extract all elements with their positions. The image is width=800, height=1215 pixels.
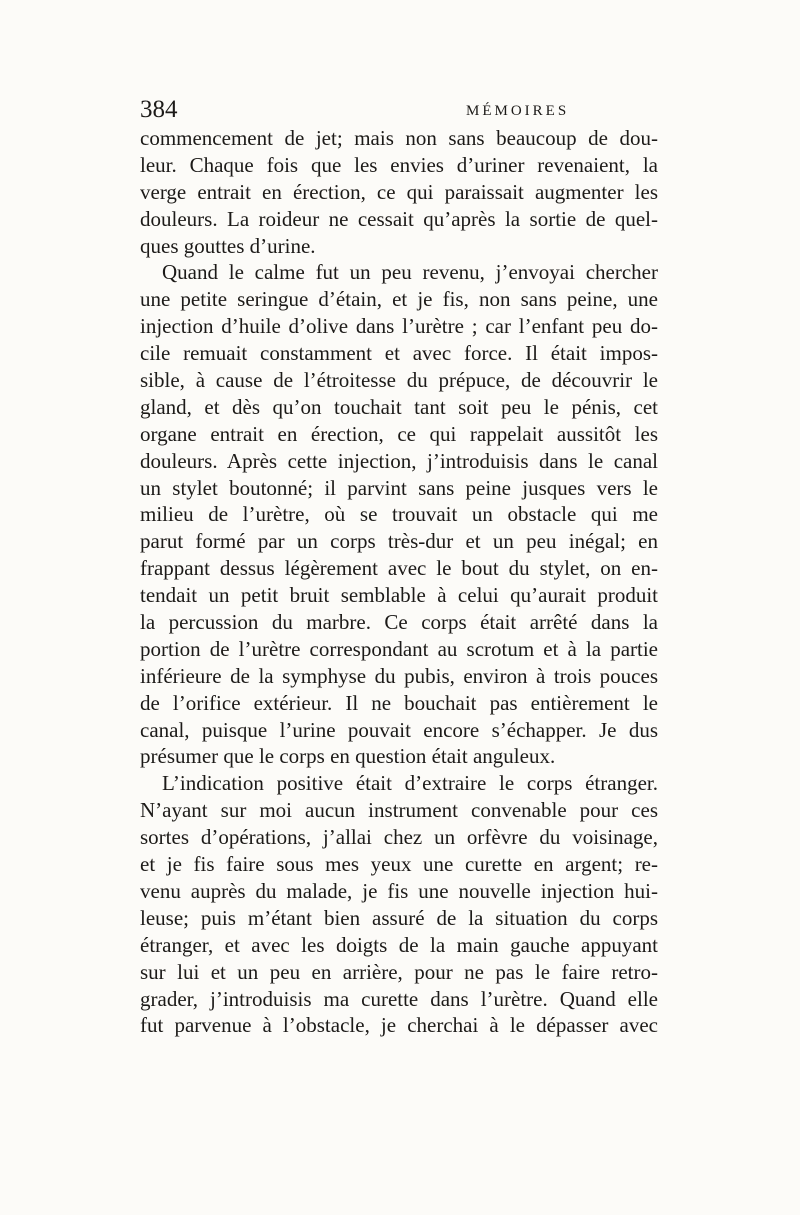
text-line: grader, j’introduisis ma curette dans l’urètre. Quand elle [140,986,658,1011]
text-line: sur lui et un peu en arrière, pour ne pas le faire retro- [140,959,658,984]
text-line: sible, à cause de l’étroitesse du prépuce, de découvrir le [140,368,658,393]
text-line: présumer que le corps en question était anguleux. [140,744,556,769]
text-line: canal, puisque l’urine pouvait encore s’échapper. Je dus [140,717,658,742]
text-line: venu auprès du malade, je fis une nouvelle injection hui- [140,878,658,903]
text-line: gland, et dès qu’on touchait tant soit peu le pénis, cet [140,394,658,419]
text-line: frappant dessus légèrement avec le bout du stylet, on en- [140,556,658,581]
text-line: ques gouttes d’urine. [140,233,316,258]
text-line: leuse; puis m’étant bien assuré de la situation du corps [140,905,658,930]
text-line: inférieure de la symphyse du pubis, environ à trois pouces [140,663,658,688]
text-line: douleurs. Après cette injection, j’introduisis dans le canal [140,448,658,473]
body-text [140,125,658,1039]
text-line: leur. Chaque fois que les envies d’uriner revenaient, la [140,152,658,177]
text-line: parut formé par un corps très-dur et un peu inégal; en [140,529,658,554]
paragraph-start-line: L’indication positive était d’extraire le corps étranger. [162,771,658,796]
text-line: commencement de jet; mais non sans beaucoup de dou- [140,126,658,150]
text-line: sortes d’opérations, j’allai chez un orfèvre du voisinage, [140,825,658,850]
text-line: N’ayant sur moi aucun instrument convenable pour ces [140,798,658,823]
text-line: cile remuait constamment et avec force. Il était impos- [140,341,658,366]
text-line: organe entrait en érection, ce qui rappelait aussitôt les [140,421,658,446]
text-line: portion de l’urètre correspondant au scrotum et à la partie [140,636,658,661]
text-line: un stylet boutonné; il parvint sans peine jusques vers le [140,475,658,500]
text-line: une petite seringue d’étain, et je fis, non sans peine, une [140,287,658,312]
text-line: et je fis faire sous mes yeux une curette en argent; re- [140,852,658,877]
text-line: verge entrait en érection, ce qui paraissait augmenter les [140,179,658,204]
text-line: injection d’huile d’olive dans l’urètre ; car l’enfant peu do- [140,314,658,339]
text-line: tendait un petit bruit semblable à celui qu’aurait produit [140,583,658,608]
text-line: fut parvenue à l’obstacle, je cherchai à le dépasser avec [140,1013,658,1038]
page-number: 384 [140,96,178,123]
page-header [140,96,660,128]
running-head: MÉMOIRES [466,103,570,119]
text-line: douleurs. La roideur ne cessait qu’après la sortie de quel- [140,206,658,231]
text-line: étranger, et avec les doigts de la main gauche appuyant [140,932,658,957]
paragraph-start-line: Quand le calme fut un peu revenu, j’envoyai chercher [162,260,658,285]
text-line: la percussion du marbre. Ce corps était arrêté dans la [140,610,658,635]
text-line: milieu de l’urètre, où se trouvait un obstacle qui me [140,502,658,527]
text-line: de l’orifice extérieur. Il ne bouchait pas entièrement le [140,690,658,715]
